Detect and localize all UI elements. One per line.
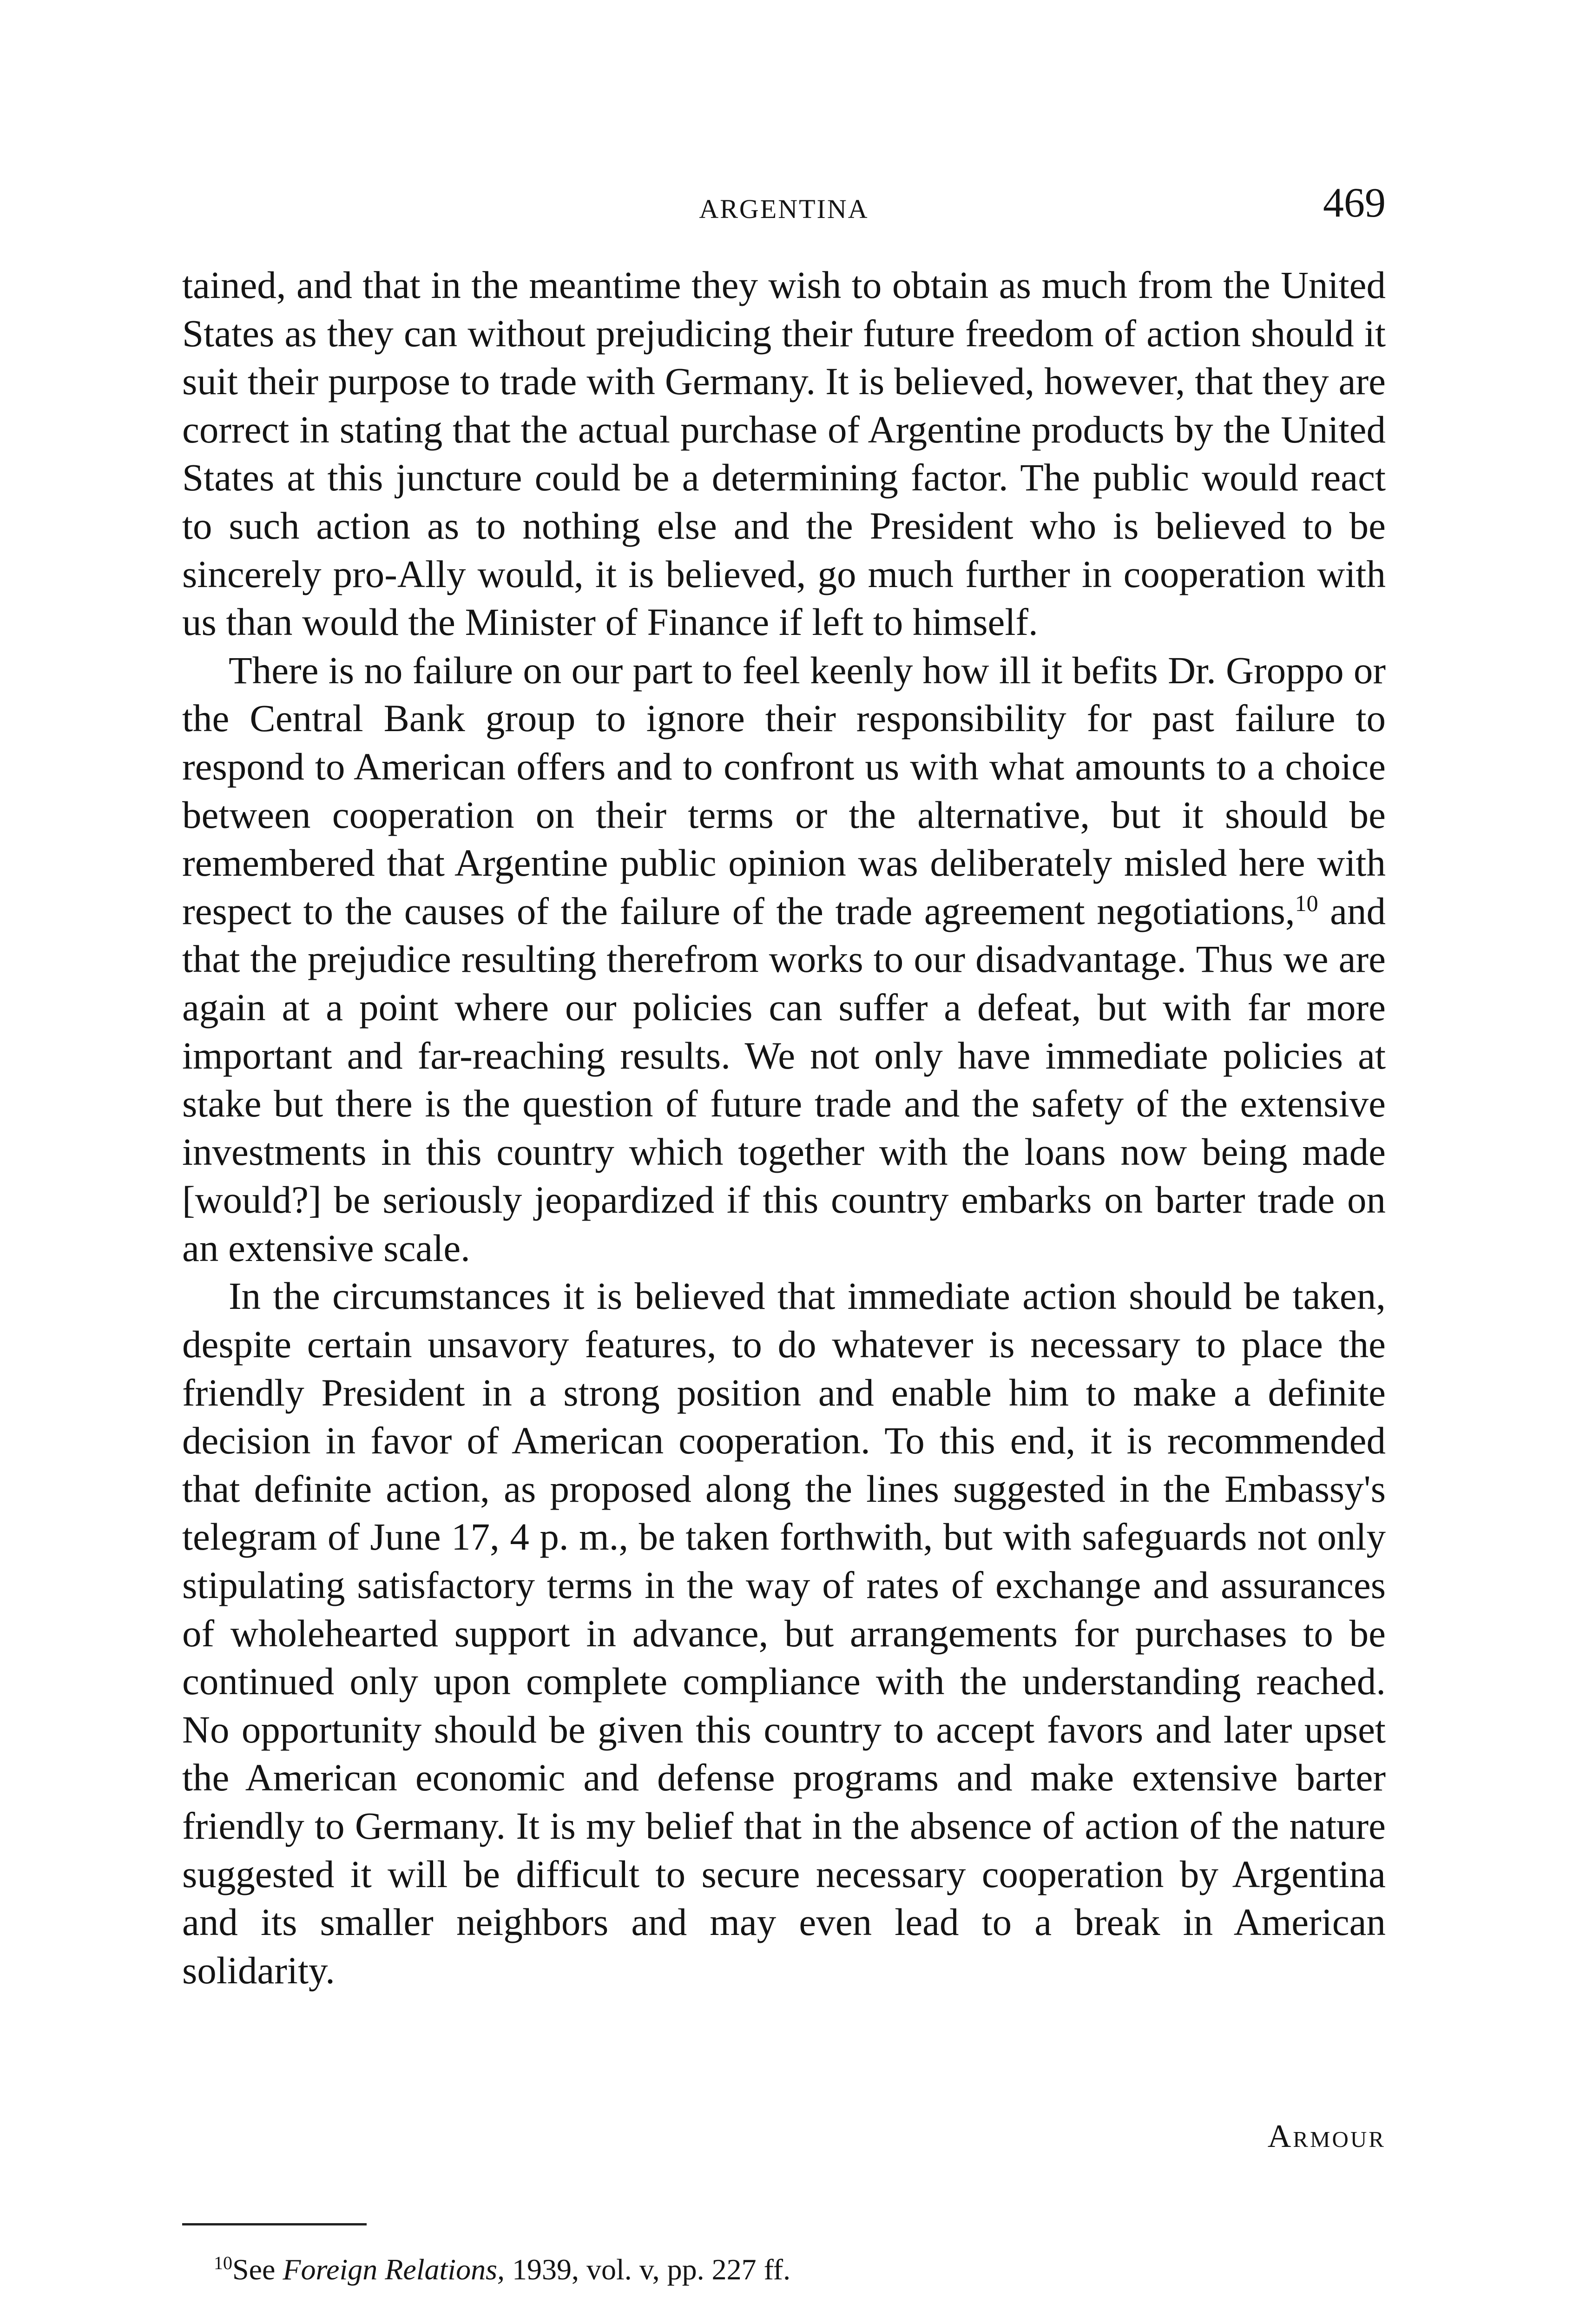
paragraph-1: tained, and that in the meantime they wish to obtain as much from the United States as they can without prejudicing their future freedom of action should it suit their purpose to trade with Germany. It is believed, however, that they are correct in stating that the actual purchase of Argentine products by the United States at this juncture could be a determining factor. The public would react to such action as to nothing else and the President who is believed to be sincerely pro-Ally would, it is believed, go much further in cooperation with us than would the Minister of Finance if left to himself. [182,264,1386,644]
footnote-title: Foreign Relations, [283,2253,505,2286]
footnote-reference: 10 [1295,890,1318,916]
running-title: ARGENTINA [699,194,869,224]
footnote [214,2252,790,2288]
page-number: 469 [1323,180,1386,226]
paragraph-2-part-1: There is no failure on our part to feel keenly how ill it befits Dr. Groppo or the Central Bank group to ignore their responsibility for past failure to respond to American offers and to confront us with what amounts to a choice between cooperation on their terms or the alternative, but it should be remembered that Argentine public opinion was deliberately misled here with respect to the causes of the failure of the trade agreement negotiations, [182,648,1386,932]
signature: Armour [1267,2119,1386,2154]
paragraph-2-part-2: and that the prejudice resulting therefrom works to our disadvantage. Thus we are again at a point where our policies can suffer a defeat, but with far more important and far-reaching results. We not only have immediate policies at stake but there is the question of future trade and the safety of the extensive investments in this country which together with the loans now being made [would?] be seriously jeopardized if this country embarks on barter trade on an extensive scale. [182,889,1386,1269]
footnote-divider [182,2223,367,2225]
footnote-mark: 10 [214,2252,232,2273]
footnote-suffix: 1939, vol. v, pp. 227 ff. [504,2253,791,2286]
paragraph-2 [182,647,1386,1273]
body-text [182,261,1386,1994]
running-head [182,182,1386,233]
paragraph-3: In the circumstances it is believed that immediate action should be taken, despite certain unsavory features, to do whatever is necessary to place the friendly President in a strong position and enable him to make a definite decision in favor of American cooperation. To this end, it is recommended that definite action, as proposed along the lines suggested in the Embassy's telegram of June 17, 4 p. m., be taken forthwith, but with safeguards not only stipulating satisfactory terms in the way of rates of exchange and assurances of wholehearted support in advance, but arrangements for purchases to be continued only upon complete compliance with the understanding reached. No opportunity should be given this country to accept favors and later upset the American economic and defense programs and make extensive barter friendly to Germany. It is my belief that in the absence of action of the nature suggested it will be difficult to secure necessary cooperation by Argentina and its smaller neighbors and may even lead to a break in American solidarity. [182,1274,1386,1992]
footnote-prefix: See [232,2253,283,2286]
